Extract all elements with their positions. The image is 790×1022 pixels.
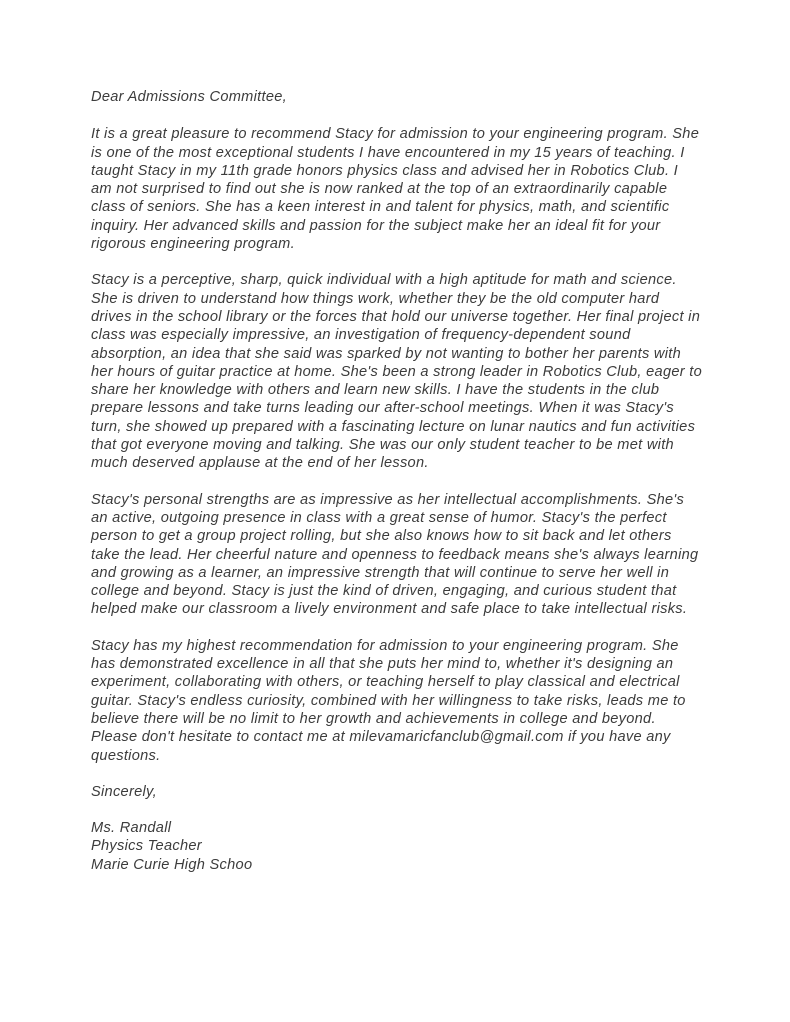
signer-name: Ms. Randall (91, 820, 172, 837)
paragraph-personal-strengths: Stacy's personal strengths are as impressive as her intellectual accomplishments. She's an active, outgoing presence in class with a great sense of humor. Stacy's the perfect person to get a group project rolling, but she also knows how to sit back and let others take the lead. Her cheerful nature and openness to feedback means she's always learning and growing as a learner, an impressive strength that will continue to serve her well in college and beyond. Stacy is just the kind of driven, engaging, and curious student that helped make our classroom a lively environment and safe place to take intellectual risks. (91, 491, 699, 618)
signer-organization: Marie Curie High Schoo (91, 856, 253, 873)
paragraph-academic-aptitude: Stacy is a perceptive, sharp, quick individual with a high aptitude for math and science. She is driven to understand how things work, whether they be the old computer hard drives in the school library or the forces that hold our universe together. Her final project in class was especially impressive, an investigation of frequency-dependent sound absorption, an idea that she said was sparked by not wanting to bother her parents with her hours of guitar practice at home. She's been a strong leader in Robotics Club, eager to share her knowledge with others and learn new skills. I have the students in the club prepare lessons and take turns leading our after-school meetings. When it was Stacy's turn, she showed up prepared with a fascinating lecture on lunar nautics and fun activities that got everyone moving and talking. She was our only student teacher to be met with much deserved applause at the end of her lesson. (91, 272, 703, 472)
paragraph-introduction: It is a great pleasure to recommend Stacy for admission to your engineering program. She is one of the most exceptional students I have encountered in my 15 years of teaching. I taught Stacy in my 11th grade honors physics class and advised her in Robotics Club. I am not surprised to find out she is now ranked at the top of an extraordinarily capable class of seniors. She has a keen interest in and talent for physics, math, and scientific inquiry. Her advanced skills and passion for the subject make her an ideal fit for your rigorous engineering program. (91, 126, 700, 253)
signer-title: Physics Teacher (91, 838, 202, 855)
paragraph-recommendation-and-contact: Stacy has my highest recommendation for admission to your engineering program. She has demonstrated excellence in all that she puts her mind to, whether it's designing an experiment, collaborating with others, or teaching herself to play classical and electrical guitar. Stacy's endless curiosity, combined with her willingness to take risks, leads me to believe there will be no limit to her growth and achievements in college and beyond. Please don't hesitate to contact me at milevamaricfanclub@gmail.com if you have any questions. (91, 637, 686, 764)
signature-block (91, 819, 703, 874)
letter-body (91, 88, 703, 874)
closing-salutation: Sincerely, (91, 783, 157, 800)
salutation: Dear Admissions Committee, (91, 89, 288, 105)
